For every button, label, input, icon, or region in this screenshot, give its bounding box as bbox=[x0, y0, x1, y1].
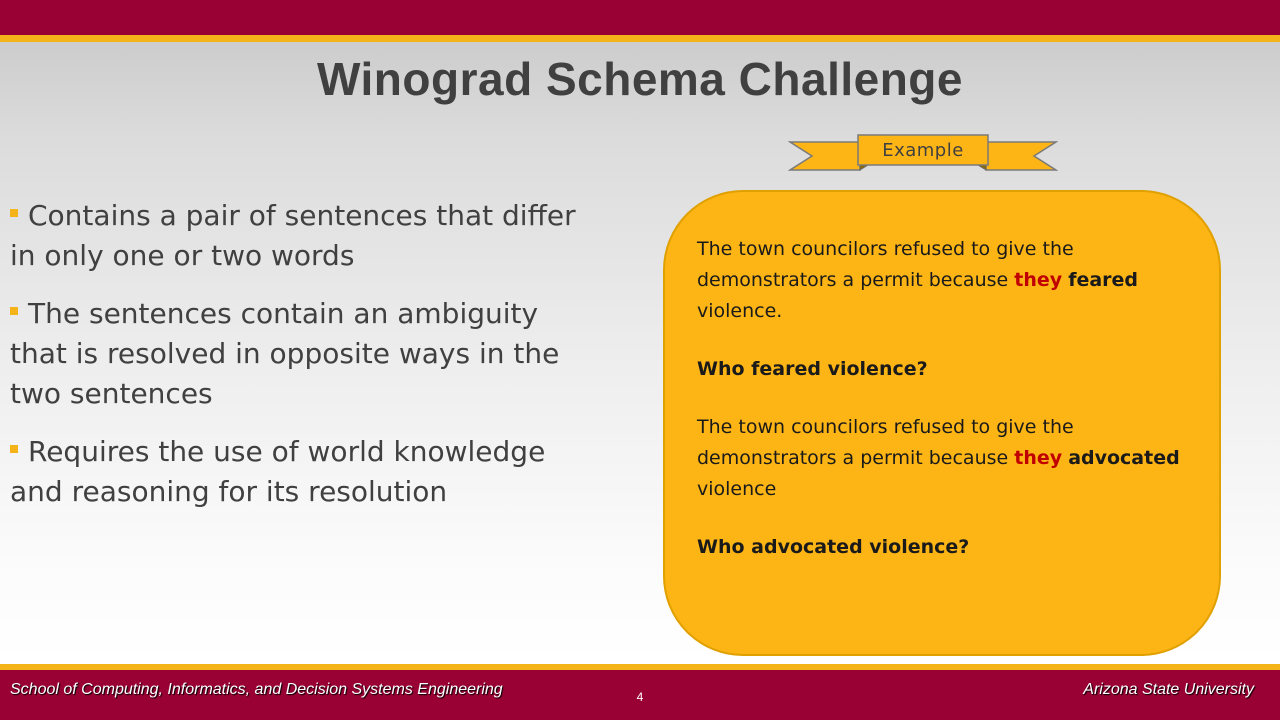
bullet-square-icon bbox=[10, 209, 18, 217]
pronoun-highlight: they bbox=[1014, 447, 1063, 469]
slide-title: Winograd Schema Challenge bbox=[317, 53, 963, 105]
bullet-text: Requires the use of world knowledge and reasoning for its resolution bbox=[10, 435, 546, 508]
footer-university-name: Arizona State University bbox=[1083, 681, 1254, 698]
bullet-text: The sentences contain an ambiguity that is resolved in opposite ways in the two sentences bbox=[10, 297, 560, 410]
bullet-square-icon bbox=[10, 445, 18, 453]
example-question-2: Who advocated violence? bbox=[697, 536, 970, 558]
example-question-1: Who feared violence? bbox=[697, 358, 928, 380]
sentence-text: violence bbox=[697, 478, 777, 500]
sentence-text: The town councilors refused to give the demonstrators a permit because bbox=[697, 238, 1074, 291]
header-bar bbox=[0, 0, 1280, 35]
example-sentence-2 bbox=[697, 412, 1187, 505]
pronoun-highlight: they bbox=[1014, 269, 1063, 291]
footer-school-name: School of Computing, Informatics, and Decision Systems Engineering bbox=[10, 681, 503, 698]
example-sentence-1 bbox=[697, 234, 1187, 327]
sentence-text: violence. bbox=[697, 300, 783, 322]
sentence-text: The town councilors refused to give the demonstrators a permit because bbox=[697, 416, 1074, 469]
bullet-item bbox=[10, 294, 580, 414]
bullet-list bbox=[10, 196, 580, 530]
bullet-item bbox=[10, 196, 580, 276]
example-box bbox=[663, 190, 1221, 656]
verb-highlight: feared bbox=[1068, 269, 1139, 291]
page-number: 4 bbox=[636, 690, 644, 704]
ribbon-label: Example bbox=[882, 140, 964, 161]
bullet-square-icon bbox=[10, 307, 18, 315]
bullet-item bbox=[10, 432, 580, 512]
bullet-text: Contains a pair of sentences that differ in only one or two words bbox=[10, 199, 576, 272]
verb-highlight: advocated bbox=[1068, 447, 1180, 469]
header-stripe bbox=[0, 35, 1280, 42]
